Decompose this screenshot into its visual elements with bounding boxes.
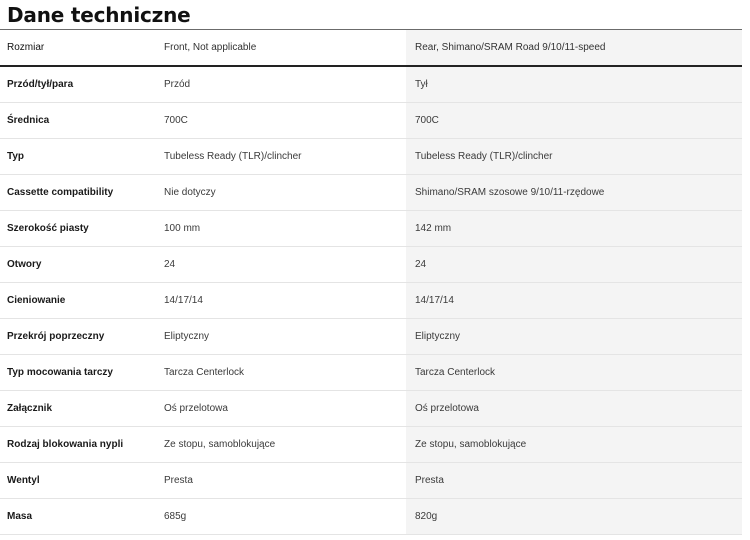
row-front-value: 24 (157, 247, 406, 283)
row-front-value: Tarcza Centerlock (157, 355, 406, 391)
row-rear-value: Tył (406, 66, 742, 103)
page-title: Dane techniczne (7, 3, 191, 27)
table-row (0, 319, 742, 355)
table-row (0, 427, 742, 463)
row-front-value: 100 mm (157, 211, 406, 247)
row-rear-value: 700C (406, 103, 742, 139)
row-front-value: 700C (157, 103, 406, 139)
header-row (0, 30, 742, 67)
row-front-value: Ze stopu, samoblokujące (157, 427, 406, 463)
row-label: Otwory (0, 247, 157, 283)
row-rear-value: Tarcza Centerlock (406, 355, 742, 391)
row-rear-value: Ze stopu, samoblokujące (406, 427, 742, 463)
table-row (0, 499, 742, 535)
row-label: Szerokość piasty (0, 211, 157, 247)
row-rear-value: Presta (406, 463, 742, 499)
row-front-value: Presta (157, 463, 406, 499)
header-label: Rozmiar (0, 30, 157, 67)
row-label: Cieniowanie (0, 283, 157, 319)
table-row (0, 247, 742, 283)
header-rear: Rear, Shimano/SRAM Road 9/10/11-speed (406, 30, 742, 67)
row-label: Załącznik (0, 391, 157, 427)
row-rear-value: 14/17/14 (406, 283, 742, 319)
table-row (0, 175, 742, 211)
row-rear-value: 24 (406, 247, 742, 283)
row-front-value: 685g (157, 499, 406, 535)
spec-table-body (0, 66, 742, 535)
spec-table-header (0, 30, 742, 67)
table-row (0, 463, 742, 499)
row-rear-value: 820g (406, 499, 742, 535)
row-rear-value: Tubeless Ready (TLR)/clincher (406, 139, 742, 175)
header-front: Front, Not applicable (157, 30, 406, 67)
row-label: Rodzaj blokowania nypli (0, 427, 157, 463)
row-front-value: Oś przelotowa (157, 391, 406, 427)
table-row (0, 283, 742, 319)
row-label: Typ (0, 139, 157, 175)
row-front-value: Przód (157, 66, 406, 103)
row-front-value: Tubeless Ready (TLR)/clincher (157, 139, 406, 175)
table-row (0, 211, 742, 247)
row-label: Typ mocowania tarczy (0, 355, 157, 391)
row-front-value: Eliptyczny (157, 319, 406, 355)
row-rear-value: Shimano/SRAM szosowe 9/10/11-rzędowe (406, 175, 742, 211)
row-label: Masa (0, 499, 157, 535)
row-rear-value: Oś przelotowa (406, 391, 742, 427)
row-label: Przód/tył/para (0, 66, 157, 103)
row-front-value: 14/17/14 (157, 283, 406, 319)
table-row (0, 139, 742, 175)
spec-table (0, 29, 742, 535)
row-rear-value: 142 mm (406, 211, 742, 247)
row-rear-value: Eliptyczny (406, 319, 742, 355)
table-row (0, 355, 742, 391)
row-label: Przekrój poprzeczny (0, 319, 157, 355)
row-label: Cassette compatibility (0, 175, 157, 211)
table-row (0, 103, 742, 139)
row-front-value: Nie dotyczy (157, 175, 406, 211)
row-label: Wentyl (0, 463, 157, 499)
table-row (0, 391, 742, 427)
row-label: Średnica (0, 103, 157, 139)
table-row (0, 66, 742, 103)
